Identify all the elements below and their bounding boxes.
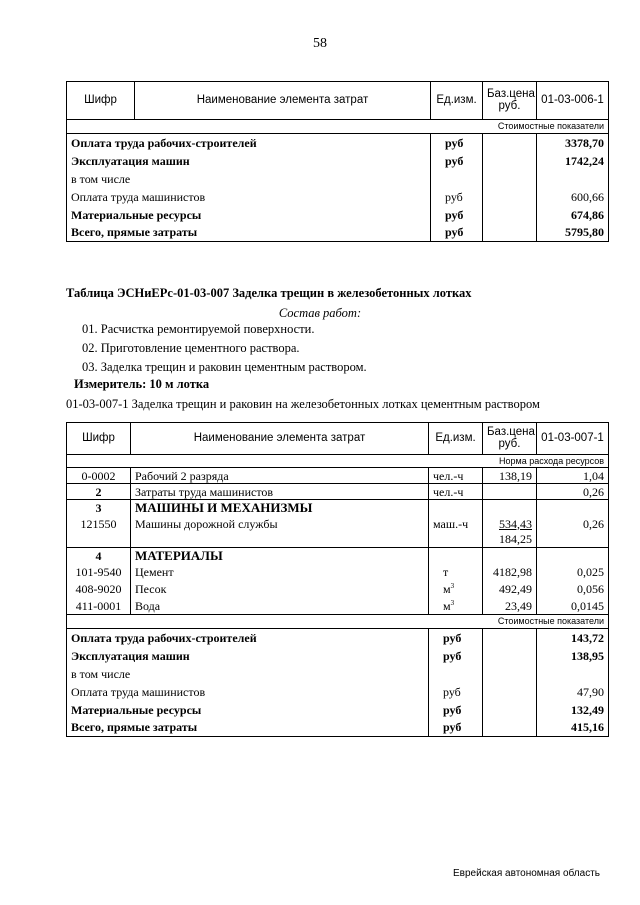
resource-code: 408-9020 xyxy=(67,581,131,598)
summary-name: Оплата труда рабочих-строителей xyxy=(67,629,429,647)
resource-name: Затраты труда машинистов xyxy=(131,484,429,500)
cost-indicators-label: Стоимостные показатели xyxy=(67,615,609,629)
resource-price: 23,49 xyxy=(483,598,537,615)
empty-cell xyxy=(537,532,609,548)
header-code: Шифр xyxy=(67,423,131,455)
summary-price xyxy=(483,665,537,683)
resource-norm: 0,025 xyxy=(537,564,609,581)
empty-cell xyxy=(131,532,429,548)
summary-value: 1742,24 xyxy=(537,152,609,170)
summary-unit xyxy=(431,170,483,188)
summary-price xyxy=(483,170,537,188)
summary-value: 600,66 xyxy=(537,188,609,206)
summary-value xyxy=(537,170,609,188)
resource-unit: $м^3$ xyxy=(429,598,483,615)
resource-norm: 1,04 xyxy=(537,468,609,484)
resource-unit: чел.-ч xyxy=(429,468,483,484)
cost-table-01-03-007-1 xyxy=(66,422,609,737)
work-item: 03. Заделка трещин и раковин цементным раствором. xyxy=(82,360,367,374)
summary-price xyxy=(483,188,537,206)
header-unit: Ед.изм. xyxy=(431,82,483,120)
empty-cell xyxy=(483,500,537,516)
header-name: Наименование элемента затрат xyxy=(135,82,431,120)
summary-price xyxy=(483,629,537,647)
summary-rows-2 xyxy=(67,629,609,737)
summary-unit xyxy=(429,665,483,683)
resource-norm: 0,26 xyxy=(537,484,609,500)
summary-unit: руб xyxy=(429,719,483,737)
empty-cell xyxy=(429,500,483,516)
summary-unit: руб xyxy=(429,683,483,701)
resource-price: 534,43 xyxy=(483,516,537,532)
summary-name: Оплата труда рабочих-строителей xyxy=(67,134,431,152)
summary-value: 138,95 xyxy=(537,647,609,665)
empty-cell xyxy=(429,548,483,564)
section-code: 3 xyxy=(67,500,131,516)
summary-unit: руб xyxy=(429,629,483,647)
resource-price xyxy=(483,484,537,500)
resource-norm: 0,0145 xyxy=(537,598,609,615)
header-code: Шифр xyxy=(67,82,135,120)
summary-value: 132,49 xyxy=(537,701,609,719)
empty-cell xyxy=(67,532,131,548)
section-title-machines: МАШИНЫ И МЕХАНИЗМЫ xyxy=(131,500,429,516)
resource-price-second: 184,25 xyxy=(483,532,537,548)
header-price: Баз.цена руб. xyxy=(483,423,537,455)
resource-code: 101-9540 xyxy=(67,564,131,581)
resource-price: 492,49 xyxy=(483,581,537,598)
resource-unit: т xyxy=(429,564,483,581)
resource-name: Цемент xyxy=(131,564,429,581)
section-title-materials: МАТЕРИАЛЫ xyxy=(131,548,429,564)
resource-norm: 0,056 xyxy=(537,581,609,598)
summary-price xyxy=(483,647,537,665)
summary-price xyxy=(483,224,537,242)
summary-value: 47,90 xyxy=(537,683,609,701)
measure-unit: Измеритель: 10 м лотка xyxy=(74,377,210,391)
summary-rows-1 xyxy=(67,134,609,242)
footer-region: Еврейская автономная область xyxy=(453,868,600,879)
summary-name: Эксплуатация машин xyxy=(67,152,431,170)
summary-value: 5795,80 xyxy=(537,224,609,242)
summary-price xyxy=(483,683,537,701)
summary-value xyxy=(537,665,609,683)
composition-label: Состав работ: xyxy=(278,306,362,320)
summary-name: Эксплуатация машин xyxy=(67,647,429,665)
summary-unit: руб xyxy=(431,224,483,242)
table-title: Таблица ЭСНиЕРс-01-03-007 Заделка трещин в железобетонных лотках xyxy=(66,286,472,300)
summary-unit: руб xyxy=(431,206,483,224)
summary-price xyxy=(483,719,537,737)
header-price: Баз.цена руб. xyxy=(483,82,537,120)
empty-cell xyxy=(483,548,537,564)
summary-unit: руб xyxy=(429,701,483,719)
summary-price xyxy=(483,134,537,152)
summary-price xyxy=(483,206,537,224)
cost-indicators-label: Стоимостные показатели xyxy=(67,120,609,134)
summary-name: Всего, прямые затраты xyxy=(67,224,431,242)
summary-unit: руб xyxy=(431,188,483,206)
resource-name: Рабочий 2 разряда xyxy=(131,468,429,484)
empty-cell xyxy=(537,548,609,564)
resource-unit: маш.-ч xyxy=(429,516,483,532)
resource-code: 411-0001 xyxy=(67,598,131,615)
section-code: 4 xyxy=(67,548,131,564)
resource-price: 4182,98 xyxy=(483,564,537,581)
summary-price xyxy=(483,152,537,170)
resource-unit: чел.-ч xyxy=(429,484,483,500)
header-unit: Ед.изм. xyxy=(429,423,483,455)
page-number: 58 xyxy=(313,36,327,51)
header-name: Наименование элемента затрат xyxy=(131,423,429,455)
resource-code: 0-0002 xyxy=(67,468,131,484)
empty-cell xyxy=(429,532,483,548)
summary-value: 143,72 xyxy=(537,629,609,647)
work-item: 02. Приготовление цементного раствора. xyxy=(82,341,300,355)
resource-name: Машины дорожной службы xyxy=(131,516,429,532)
summary-name: в том числе xyxy=(67,665,429,683)
summary-unit: руб xyxy=(431,134,483,152)
resource-unit: $м^3$ xyxy=(429,581,483,598)
resource-name: Вода xyxy=(131,598,429,615)
summary-value: 3378,70 xyxy=(537,134,609,152)
norm-description: 01-03-007-1 Заделка трещин и раковин на железобетонных лотках цементным раствором xyxy=(66,397,540,411)
summary-name: Оплата труда машинистов xyxy=(67,188,431,206)
work-item: 01. Расчистка ремонтируемой поверхности. xyxy=(82,322,315,336)
summary-name: Материальные ресурсы xyxy=(67,701,429,719)
resource-price: 138,19 xyxy=(483,468,537,484)
summary-price xyxy=(483,701,537,719)
header-norm-code: 01-03-007-1 xyxy=(537,423,609,455)
summary-name: Всего, прямые затраты xyxy=(67,719,429,737)
empty-cell xyxy=(537,500,609,516)
summary-value: 415,16 xyxy=(537,719,609,737)
resource-name: Песок xyxy=(131,581,429,598)
summary-value: 674,86 xyxy=(537,206,609,224)
header-norm-code: 01-03-006-1 xyxy=(537,82,609,120)
summary-unit: руб xyxy=(429,647,483,665)
summary-name: Материальные ресурсы xyxy=(67,206,431,224)
resource-code: 121550 xyxy=(67,516,131,532)
cost-table-01-03-006-1 xyxy=(66,81,609,242)
summary-name: в том числе xyxy=(67,170,431,188)
resource-code: 2 xyxy=(67,484,131,500)
summary-name: Оплата труда машинистов xyxy=(67,683,429,701)
summary-unit: руб xyxy=(431,152,483,170)
resource-norm-label: Норма расхода ресурсов xyxy=(67,455,609,468)
resource-norm: 0,26 xyxy=(537,516,609,532)
